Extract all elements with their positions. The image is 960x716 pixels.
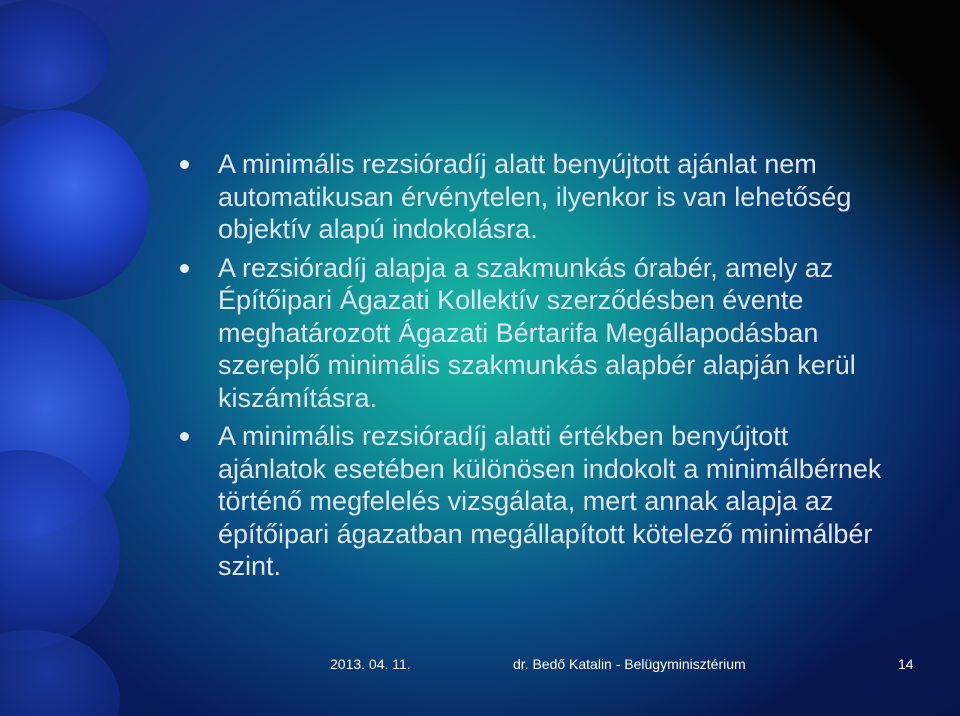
bullet-text: A minimális rezsióradíj alatti értékben benyújtott ajánlatok esetében különösen indokolt a minimálbérnek történő megfelelés vizsgálata, mert annak alapja az építőipari ágazatban megállapított kötelező minimálbér szint. xyxy=(218,421,882,581)
bullet-list xyxy=(180,148,900,583)
bullet-text: A minimális rezsióradíj alatt benyújtott ajánlat nem automatikusan érvénytelen, ilyenkor is van lehetőség objektív alapú indokolásra. xyxy=(218,149,852,244)
decorative-sphere xyxy=(0,110,150,300)
bullet-item xyxy=(180,148,900,246)
footer-author: dr. Bedő Katalin - Belügyminisztérium xyxy=(513,656,746,672)
bullet-dot-icon xyxy=(180,432,189,441)
bullet-item xyxy=(180,420,900,583)
footer-date: 2013. 04. 11. xyxy=(330,656,411,672)
decorative-sphere xyxy=(0,0,110,110)
bullet-item xyxy=(180,252,900,415)
slide-content xyxy=(180,148,900,589)
bullet-dot-icon xyxy=(180,160,189,169)
bullet-text: A rezsióradíj alapja a szakmunkás órabér, amely az Építőipari Ágazati Kollektív szerződésben évente meghatározott Ágazati Bértarifa Megállapodásban szereplő minimális szakmunkás alapbér alapján kerül kiszámításra. xyxy=(218,252,856,413)
bullet-dot-icon xyxy=(180,264,189,273)
decorative-sphere xyxy=(0,630,120,716)
slide-number: 14 xyxy=(898,656,914,672)
